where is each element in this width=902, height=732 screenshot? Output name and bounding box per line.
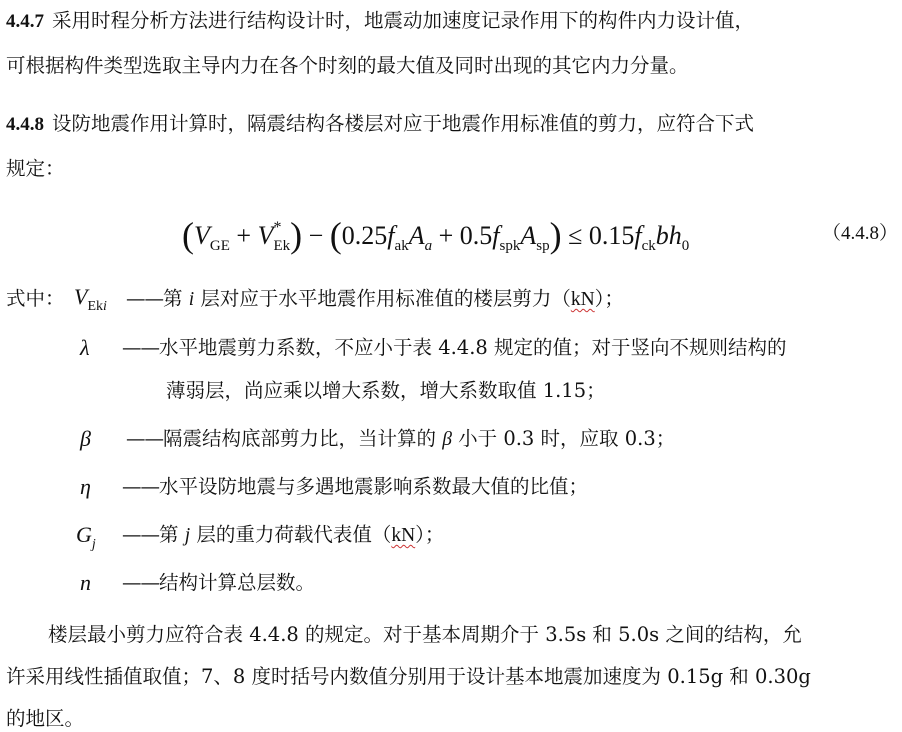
clause-number-4-4-8: 4.4.8 bbox=[6, 114, 44, 135]
clause-4-4-8-text-2: 规定： bbox=[6, 157, 65, 180]
formula-f-ck-sub: ck bbox=[641, 238, 656, 254]
formula-4-4-8 bbox=[182, 208, 690, 255]
symbol-n: n bbox=[80, 570, 91, 595]
formula-v-ek: V bbox=[257, 221, 274, 250]
formula-minus: − bbox=[302, 221, 330, 250]
formula-bh: bh bbox=[655, 221, 682, 250]
definition-italic: j bbox=[184, 525, 191, 546]
definition-text: 第 bbox=[163, 287, 189, 310]
definition-v-eki bbox=[126, 286, 624, 313]
definition-dash: —— bbox=[126, 427, 163, 450]
definition-dash: —— bbox=[122, 571, 159, 594]
formula-a-a: A bbox=[408, 221, 425, 250]
note-line-2: 许采用线性插值取值；7、8 度时括号内数值分别用于设计基本地震加速度为 0.15g 和 0.30g bbox=[6, 665, 811, 688]
definition-dash: —— bbox=[122, 475, 159, 498]
formula-a-a-sub: a bbox=[424, 238, 433, 254]
definition-text: 水平设防地震与多遇地震影响系数最大值的比值； bbox=[159, 475, 589, 498]
definition-text-rest: 层对应于水平地震作用标准值的楼层剪力（ bbox=[194, 287, 571, 310]
definition-text: 第 bbox=[159, 523, 185, 546]
formula-leq: ≤ bbox=[561, 221, 589, 250]
formula-coef-2: 0.5 bbox=[459, 221, 493, 250]
definition-dash: —— bbox=[122, 523, 159, 546]
formula-a-sp: A bbox=[520, 221, 537, 250]
formula-v-ge-sub: GE bbox=[209, 238, 230, 254]
clause-4-4-8-line-2 bbox=[6, 156, 65, 182]
formula-right-paren-2: ) bbox=[549, 215, 562, 255]
clause-number-4-4-7: 4.4.7 bbox=[6, 11, 44, 32]
definition-italic: β bbox=[442, 429, 452, 450]
definition-text: 隔震结构底部剪力比，当计算的 bbox=[163, 427, 443, 450]
clause-4-4-7-line-2 bbox=[6, 53, 689, 79]
definition-lambda-line-2: 薄弱层，尚应乘以增大系数，增大系数取值 1.15； bbox=[166, 379, 606, 402]
note-line-3: 的地区。 bbox=[6, 707, 85, 730]
formula-v-ek-sup: * bbox=[273, 219, 282, 236]
formula-h-sub: 0 bbox=[681, 238, 690, 254]
unit-kn: kN bbox=[570, 289, 595, 310]
definition-beta bbox=[126, 426, 675, 453]
definition-g-j bbox=[122, 522, 444, 549]
definition-text-end: ）； bbox=[415, 523, 445, 546]
definition-n bbox=[122, 570, 315, 596]
formula-f-ak-sub: ak bbox=[394, 238, 409, 254]
formula-f-ck: f bbox=[634, 221, 642, 250]
clause-4-4-7-text-2: 可根据构件类型选取主导内力在各个时刻的最大值及同时出现的其它内力分量。 bbox=[6, 54, 689, 77]
definition-dash: —— bbox=[126, 287, 163, 310]
definition-italic: i bbox=[188, 289, 195, 310]
formula-a-sp-sub: sp bbox=[536, 238, 550, 254]
symbol-v-eki bbox=[74, 284, 107, 320]
definition-text: 水平地震剪力系数，不应小于表 4.4.8 规定的值；对于竖向不规则结构的 bbox=[159, 336, 787, 359]
note-line-1: 楼层最小剪力应符合表 4.4.8 的规定。对于基本周期介于 3.5s 和 5.0s 之间的结构，允 bbox=[48, 623, 802, 646]
symbol-beta: β bbox=[80, 426, 91, 451]
definition-text-end: ）； bbox=[594, 287, 624, 310]
clause-4-4-7-line-1 bbox=[6, 8, 754, 35]
definition-eta bbox=[122, 474, 588, 500]
clause-4-4-8-text-1: 设防地震作用计算时，隔震结构各楼层对应于地震作用标准值的剪力，应符合下式 bbox=[52, 112, 755, 135]
symbol-v-sub-ek: Ek bbox=[87, 299, 104, 314]
formula-left-paren-2: ( bbox=[329, 215, 342, 255]
formula-v-ek-sub: Ek bbox=[273, 238, 291, 254]
formula-v-ge: V bbox=[194, 221, 210, 250]
where-label: 式中： bbox=[6, 287, 65, 310]
formula-right-paren: ) bbox=[290, 215, 303, 255]
formula-f-ak: f bbox=[387, 221, 395, 250]
formula-plus-2: + bbox=[432, 221, 460, 250]
formula-plus-1: + bbox=[229, 221, 258, 250]
symbol-v: V bbox=[74, 284, 88, 309]
symbol-g: G bbox=[76, 522, 92, 547]
definition-lambda bbox=[122, 335, 787, 361]
definition-text-rest: 小于 0.3 时，应取 0.3； bbox=[451, 427, 676, 450]
unit-kn: kN bbox=[391, 525, 416, 546]
symbol-g-j bbox=[76, 522, 96, 558]
definition-dash: —— bbox=[122, 336, 159, 359]
formula-f-spk: f bbox=[492, 221, 500, 250]
formula-coef-3: 0.15 bbox=[588, 221, 635, 250]
equation-number: （4.4.8） bbox=[822, 223, 899, 244]
formula-left-paren: ( bbox=[182, 215, 194, 255]
clause-4-4-7-text-1: 采用时程分析方法进行结构设计时，地震动加速度记录作用下的构件内力设计值， bbox=[52, 9, 755, 32]
clause-4-4-8-line-1 bbox=[6, 111, 754, 138]
formula-coef-1: 0.25 bbox=[341, 221, 388, 250]
definition-text: 结构计算总层数。 bbox=[159, 571, 316, 594]
symbol-eta: η bbox=[80, 474, 91, 499]
definition-text-rest: 层的重力荷载代表值（ bbox=[190, 523, 392, 546]
symbol-g-sub-j: j bbox=[91, 537, 96, 552]
symbol-v-sub-i: i bbox=[103, 299, 107, 314]
formula-f-spk-sub: spk bbox=[499, 238, 521, 254]
symbol-lambda: λ bbox=[80, 335, 90, 360]
